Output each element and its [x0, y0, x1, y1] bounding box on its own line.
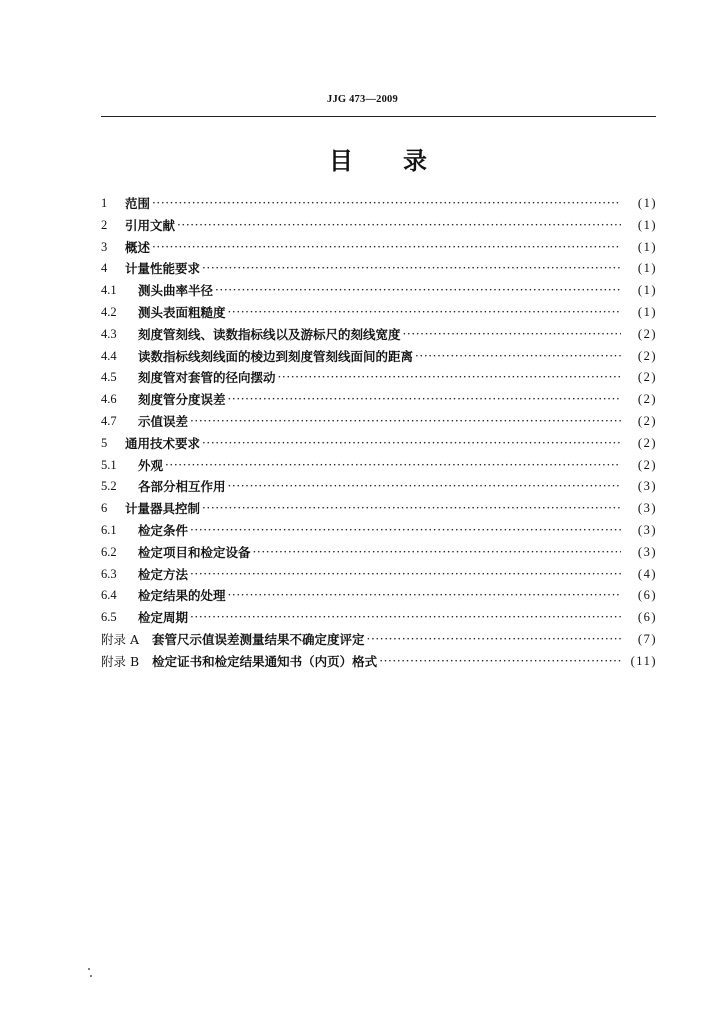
toc-entry[interactable] — [101, 455, 657, 477]
toc-entry-page: (11) — [630, 653, 657, 668]
toc-entry[interactable] — [101, 215, 657, 237]
toc-dot-leader — [228, 389, 621, 411]
header-rule — [101, 116, 656, 117]
toc-entry[interactable] — [101, 324, 657, 346]
toc-entry[interactable] — [101, 498, 657, 520]
toc-entry[interactable] — [101, 564, 657, 586]
toc-entry[interactable] — [101, 258, 657, 280]
toc-entry-number: 6.4 — [101, 588, 117, 603]
toc-entry-number: 4.6 — [101, 392, 117, 407]
toc-entry-page: (1) — [637, 283, 657, 298]
toc-dot-leader — [177, 215, 621, 237]
toc-entry-page: (6) — [637, 610, 657, 625]
toc-entry-number: 4.7 — [101, 413, 117, 428]
toc-entry-title: 套管尺示值误差测量结果不确定度评定 — [152, 631, 365, 647]
toc-entry-title: 检定周期 — [138, 610, 189, 626]
toc-entry-page: (6) — [637, 588, 657, 603]
toc-dot-leader — [202, 258, 621, 280]
toc-entry-title: 刻度管刻线、读数指标线以及游标尺的刻线宽度 — [138, 326, 401, 342]
toc-dot-leader — [152, 237, 621, 259]
toc-entry[interactable] — [101, 629, 657, 651]
toc-entry-title: 外观 — [138, 457, 164, 473]
toc-entry[interactable] — [101, 302, 657, 324]
toc-entry-number: 5.2 — [101, 479, 117, 494]
toc-entry-number: 6 — [101, 501, 108, 516]
toc-entry-page: (1) — [637, 304, 657, 319]
title-char-2: 录 — [403, 147, 427, 175]
toc-entry-number: 6.3 — [101, 566, 117, 581]
toc-entry-page: (7) — [637, 631, 657, 646]
toc-entry-page: (3) — [637, 479, 657, 494]
toc-dot-leader — [253, 542, 621, 564]
toc-entry-title: 引用文献 — [125, 217, 176, 233]
document-header: JJG 473—2009 — [327, 94, 398, 105]
toc-entry-number: 4.1 — [101, 283, 117, 298]
toc-entry-number: 6.5 — [101, 610, 117, 625]
scan-speck — [90, 975, 92, 977]
toc-dot-leader — [190, 564, 621, 586]
toc-dot-leader — [202, 498, 621, 520]
toc-entry-number: 4.3 — [101, 326, 117, 341]
toc-entry-title: 刻度管分度误差 — [138, 392, 226, 408]
toc-entry[interactable] — [101, 520, 657, 542]
toc-entry[interactable] — [101, 367, 657, 389]
toc-entry-title: 计量性能要求 — [125, 261, 201, 277]
scan-speck — [88, 968, 90, 970]
toc-entry-title: 刻度管对套管的径向摆动 — [138, 370, 276, 386]
toc-entry-page: (2) — [637, 326, 657, 341]
toc-entry-page: (2) — [637, 413, 657, 428]
table-of-contents — [101, 193, 657, 673]
toc-entry-page: (2) — [637, 392, 657, 407]
toc-dot-leader — [215, 280, 621, 302]
toc-dot-leader — [278, 367, 621, 389]
toc-entry-page: (3) — [637, 544, 657, 559]
toc-entry-page: (1) — [637, 196, 657, 210]
toc-dot-leader — [379, 651, 621, 673]
toc-entry-number: 1 — [101, 196, 108, 210]
title-char-1: 目 — [329, 147, 353, 175]
toc-entry[interactable] — [101, 585, 657, 607]
toc-entry-page: (2) — [637, 457, 657, 472]
toc-dot-leader — [190, 411, 621, 433]
toc-entry[interactable] — [101, 607, 657, 629]
toc-entry-title: 概述 — [125, 239, 151, 255]
toc-entry-number: 4.5 — [101, 370, 117, 385]
toc-dot-leader — [228, 585, 621, 607]
toc-entry[interactable] — [101, 542, 657, 564]
toc-entry-page: (4) — [637, 566, 657, 581]
toc-entry-number: 6.1 — [101, 522, 117, 537]
toc-entry-page: (2) — [637, 370, 657, 385]
toc-entry[interactable] — [101, 193, 657, 215]
toc-entry-number: 3 — [101, 239, 108, 254]
toc-entry-title: 计量器具控制 — [125, 501, 201, 517]
toc-entry[interactable] — [101, 411, 657, 433]
toc-dot-leader — [190, 607, 621, 629]
toc-entry-number: 附录 B — [101, 653, 140, 669]
toc-dot-leader — [367, 629, 621, 651]
toc-dot-leader — [403, 324, 621, 346]
toc-entry[interactable] — [101, 651, 657, 673]
toc-entry-title: 检定证书和检定结果通知书（内页）格式 — [152, 653, 378, 669]
toc-entry-page: (2) — [637, 348, 657, 363]
toc-entry-number: 6.2 — [101, 544, 117, 559]
toc-entry-number: 5.1 — [101, 457, 117, 472]
toc-entry-page: (1) — [637, 239, 657, 254]
toc-entry[interactable] — [101, 389, 657, 411]
toc-entry-title: 各部分相互作用 — [138, 479, 226, 495]
toc-entry-page: (2) — [637, 435, 657, 450]
toc-entry-number: 5 — [101, 435, 108, 450]
toc-entry-title: 范围 — [125, 196, 151, 211]
toc-entry-title: 通用技术要求 — [125, 435, 201, 451]
toc-entry[interactable] — [101, 346, 657, 368]
toc-dot-leader — [228, 476, 621, 498]
toc-entry[interactable] — [101, 476, 657, 498]
toc-entry-title: 测头曲率半径 — [138, 283, 214, 299]
toc-entry-title: 检定条件 — [138, 522, 189, 538]
toc-dot-leader — [228, 302, 621, 324]
toc-entry-title: 检定结果的处理 — [138, 588, 226, 604]
page-title — [0, 145, 725, 177]
toc-dot-leader — [165, 455, 621, 477]
toc-entry-number: 附录 A — [101, 631, 140, 647]
toc-entry-title: 检定方法 — [138, 566, 189, 582]
toc-entry-title: 测头表面粗糙度 — [138, 304, 226, 320]
toc-entry-number: 4.2 — [101, 304, 117, 319]
toc-dot-leader — [152, 193, 621, 215]
toc-entry[interactable] — [101, 237, 657, 259]
toc-entry-page: (1) — [637, 261, 657, 276]
toc-entry-page: (3) — [637, 522, 657, 537]
toc-dot-leader — [202, 433, 621, 455]
toc-entry-number: 4.4 — [101, 348, 117, 363]
toc-entry-title: 检定项目和检定设备 — [138, 544, 251, 560]
toc-entry-page: (1) — [637, 217, 657, 232]
toc-dot-leader — [415, 346, 621, 368]
toc-entry-page: (3) — [637, 501, 657, 516]
toc-entry-number: 2 — [101, 217, 108, 232]
toc-entry[interactable] — [101, 280, 657, 302]
toc-entry-title: 读数指标线刻线面的棱边到刻度管刻线面间的距离 — [138, 348, 414, 364]
toc-entry-title: 示值误差 — [138, 413, 189, 429]
toc-entry[interactable] — [101, 433, 657, 455]
toc-dot-leader — [190, 520, 621, 542]
toc-entry-number: 4 — [101, 261, 108, 276]
